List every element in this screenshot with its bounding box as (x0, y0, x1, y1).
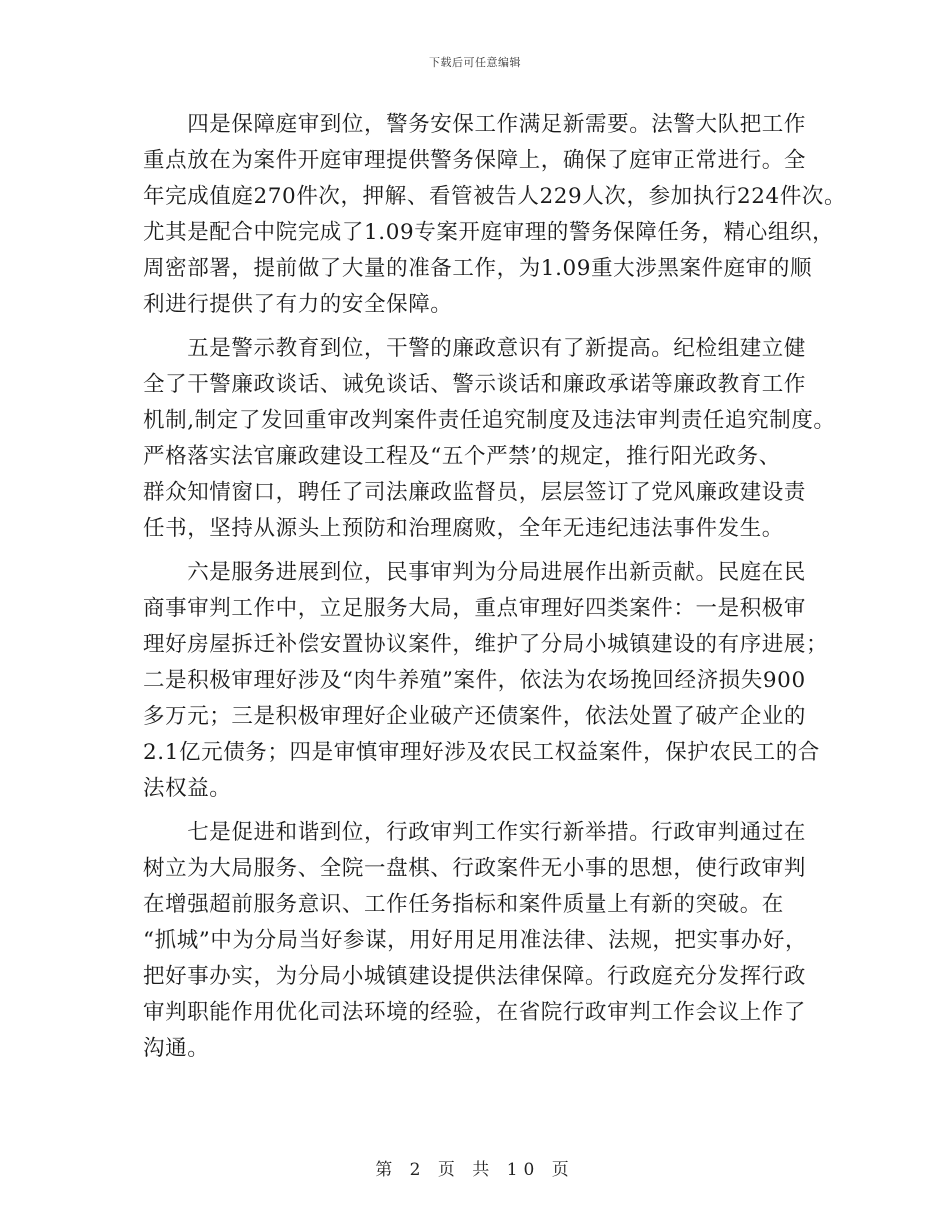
text-line: 树立为大局服务、全院一盘棋、行政案件无小事的思想，使行政审判 (143, 856, 807, 881)
page-header: 下载后可任意编辑 (429, 56, 521, 69)
text-line: 沟通。 (143, 1036, 210, 1061)
text-line: 严格落实法官廉政建设工程及“五个严禁’的规定，推行阳光政务、 (143, 444, 781, 469)
text-line: 群众知情窗口，聘任了司法廉政监督员，层层签订了党风廉政建设责 (143, 480, 807, 505)
text-line: 审判职能作用优化司法环境的经验，在省院行政审判工作会议上作了 (143, 1000, 807, 1025)
text-line: 利进行提供了有力的安全保障。 (143, 292, 453, 317)
text-line: 六是服务进展到位，民事审判为分局进展作出新贡献。民庭在民 (143, 560, 807, 585)
text-line: 多万元；三是积极审理好企业破产还债案件，依法处置了破产企业的 (143, 704, 807, 729)
text-line: 在增强超前服务意识、工作任务指标和案件质量上有新的突破。在 (143, 892, 784, 917)
text-line: 四是保障庭审到位，警务安保工作满足新需要。法警大队把工作 (143, 112, 807, 137)
text-line: 商事审判工作中，立足服务大局，重点审理好四类案件：一是积极审 (143, 596, 807, 621)
text-line: 二是积极审理好涉及“肉牛养殖”案件，依法为农场挽回经济损失900 (143, 668, 806, 693)
text-line: 尤其是配合中院完成了1.09专案开庭审理的警务保障任务，精心组织， (143, 220, 835, 245)
text-line: 机制,制定了发回重审改判案件责任追究制度及违法审判责任追究制度。 (143, 408, 836, 433)
page-number-footer: 第 2 页 共 10 页 (375, 1160, 575, 1180)
text-line: 2.1亿元债务；四是审慎审理好涉及农民工权益案件，保护农民工的合 (143, 740, 820, 765)
text-line: 周密部署，提前做了大量的准备工作，为1.09重大涉黑案件庭审的顺 (143, 256, 813, 281)
text-line: 七是促进和谐到位，行政审判工作实行新举措。行政审判通过在 (143, 820, 807, 845)
text-line: 五是警示教育到位，干警的廉政意识有了新提高。纪检组建立健 (143, 336, 807, 361)
text-line: 法权益。 (143, 776, 232, 801)
text-line: 把好事办实，为分局小城镇建设提供法律保障。行政庭充分发挥行政 (143, 964, 807, 989)
text-line: 理好房屋拆迁补偿安置协议案件，维护了分局小城镇建设的有序进展； (143, 632, 829, 657)
text-line: “抓城”中为分局当好参谋，用好用足用准法律、法规，把实事办好， (143, 928, 808, 953)
text-line: 任书，坚持从源头上预防和治理腐败，全年无违纪违法事件发生。 (143, 516, 784, 541)
text-line: 重点放在为案件开庭审理提供警务保障上，确保了庭审正常进行。全 (143, 148, 807, 173)
text-line: 年完成值庭270件次，押解、看管被告人229人次，参加执行224件次。 (143, 184, 847, 209)
text-line: 全了干警廉政谈话、诫免谈话、警示谈话和廉政承诺等廉政教育工作 (143, 372, 807, 397)
